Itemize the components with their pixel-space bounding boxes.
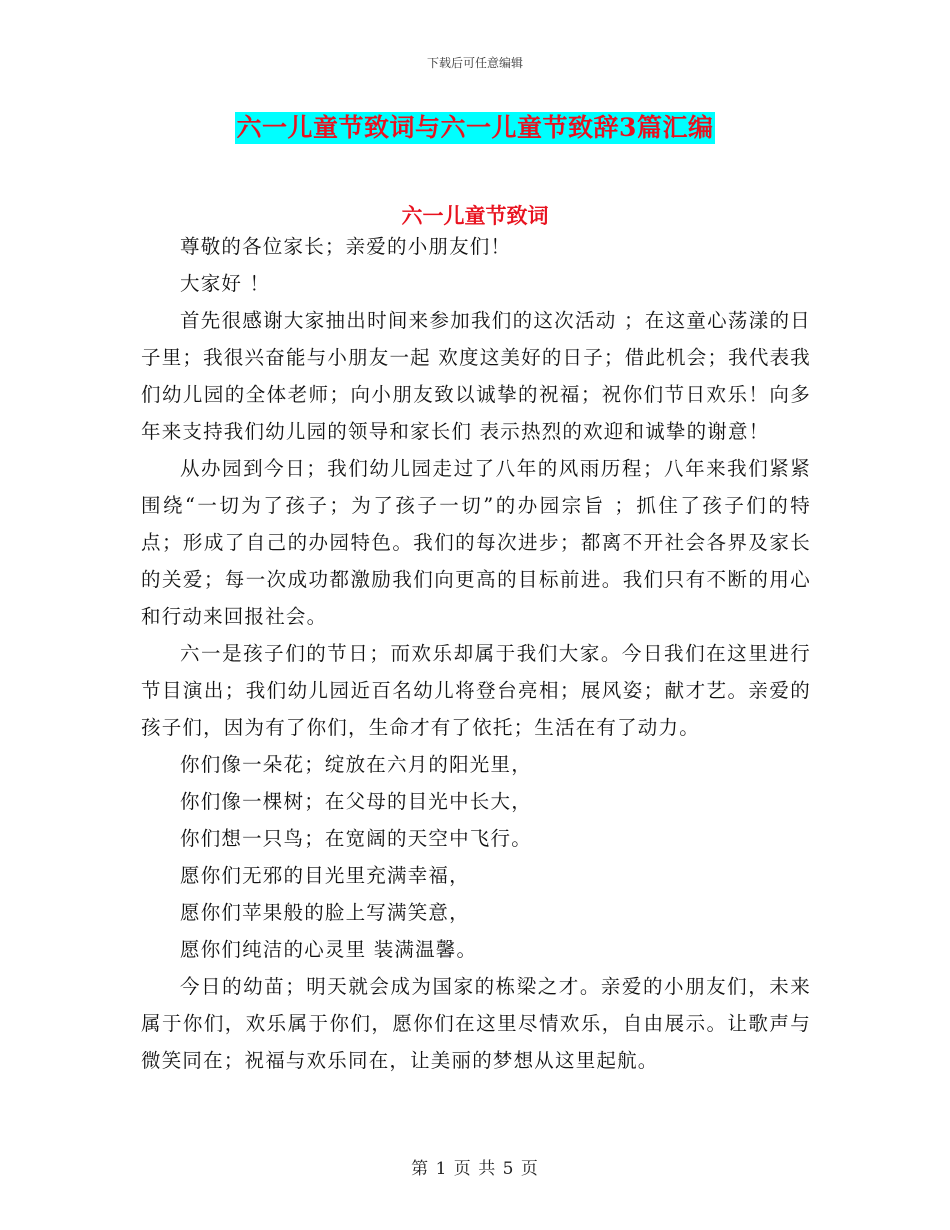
- paragraph-verse-1: 你们像一朵花；绽放在六月的阳光里，: [180, 753, 532, 776]
- page-header-note: 下载后可任意编辑: [426, 56, 523, 70]
- page-number: 第 1 页 共 5 页: [411, 1159, 539, 1179]
- document-title: [0, 112, 950, 144]
- document-body: [141, 228, 811, 1079]
- paragraph-greeting: 大家好 ！: [180, 272, 271, 295]
- paragraph-closing: 今日的幼苗；明天就会成为国家的栋梁之才。亲爱的小朋友们，未来属于你们，欢乐属于你们，愿你们在这里尽情欢乐，自由展示。让歌声与微笑同在；祝福与欢乐同在，让美丽的梦想从这里起航。: [141, 975, 811, 1072]
- paragraph-history: 从办园到今日；我们幼儿园走过了八年的风雨历程；八年来我们紧紧围绕“一切为了孩子；为了孩子一切”的办园宗旨 ；抓住了孩子们的特点；形成了自己的办园特色。我们的每次进步；都离不开社会各界及家长的关爱；每一次成功都激励我们向更高的目标前进。我们只有不断的用心和行动来回报社会。: [141, 457, 811, 628]
- paragraph-verse-4: 愿你们无邪的目光里充满幸福，: [180, 864, 470, 887]
- paragraph-verse-5: 愿你们苹果般的脸上写满笑意，: [180, 901, 470, 924]
- document-title-text: 六一儿童节致词与六一儿童节致辞3篇汇编: [236, 113, 714, 142]
- section-title: 六一儿童节致词: [401, 203, 549, 228]
- paragraph-thanks: 首先很感谢大家抽出时间来参加我们的这次活动 ；在这童心荡漾的日子里；我很兴奋能与小朋友一起 欢度这美好的日子；借此机会；我代表我们幼儿园的全体老师；向小朋友致以诚挚的祝福；祝你们节日欢乐！向多年来支持我们幼儿园的领导和家长们 表示热烈的欢迎和诚挚的谢意！: [141, 309, 811, 443]
- paragraph-verse-3: 你们想一只鸟；在宽阔的天空中飞行。: [180, 827, 532, 850]
- paragraph-salutation: 尊敬的各位家长；亲爱的小朋友们！: [180, 235, 512, 258]
- paragraph-verse-2: 你们像一棵树；在父母的目光中长大，: [180, 790, 532, 813]
- paragraph-festival: 六一是孩子们的节日；而欢乐却属于我们大家。今日我们在这里进行节目演出；我们幼儿园近百名幼儿将登台亮相；展风姿；献才艺。亲爱的孩子们，因为有了你们，生命才有了依托；生活在有了动力。: [141, 642, 811, 739]
- paragraph-verse-6: 愿你们纯洁的心灵里 装满温馨。: [180, 938, 478, 961]
